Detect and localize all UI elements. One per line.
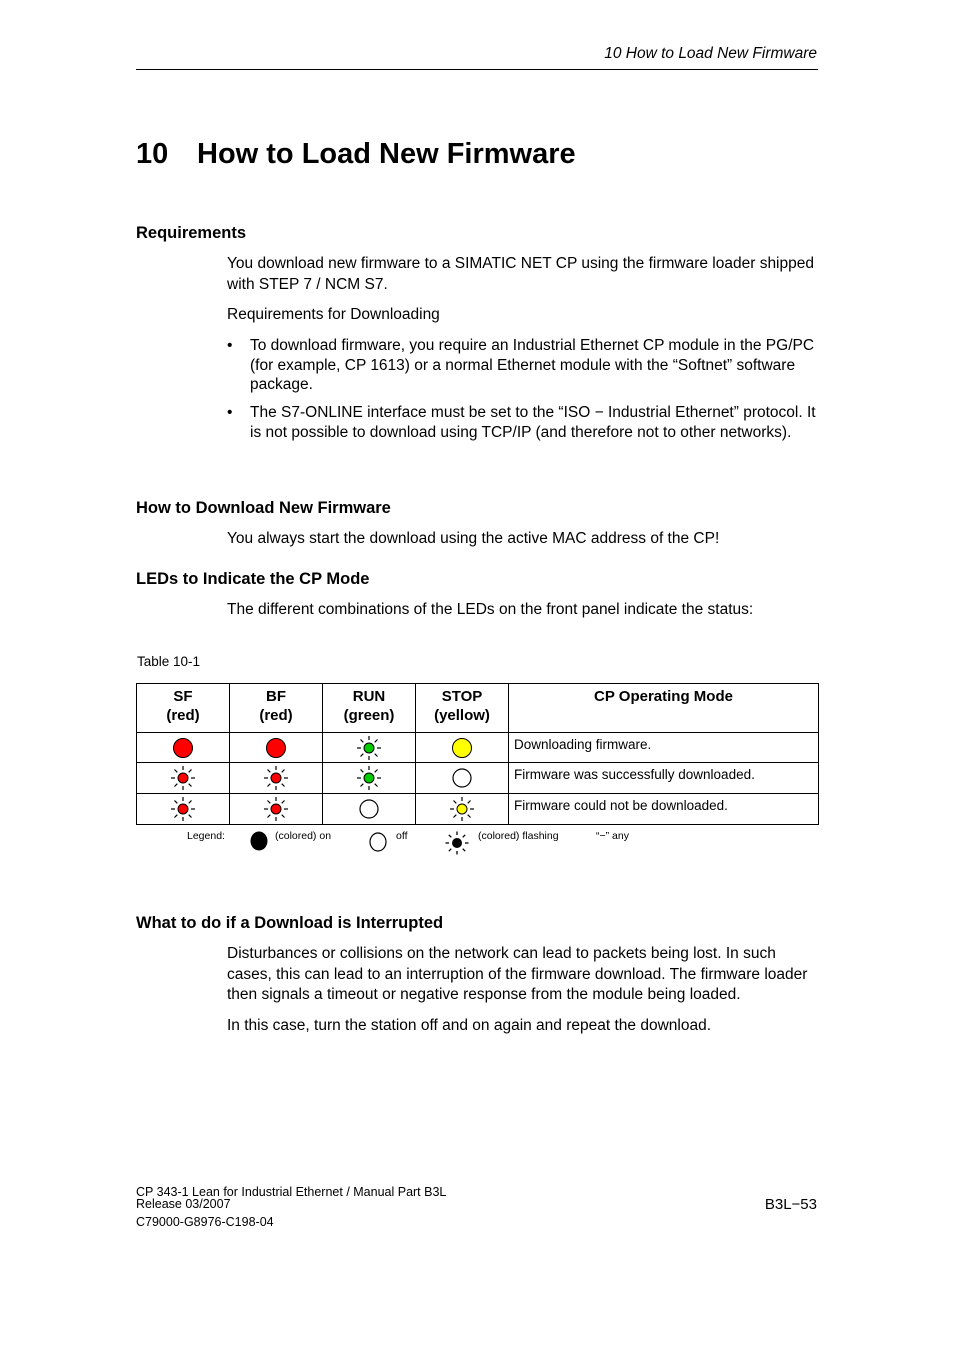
requirements-heading: Requirements [136,224,247,242]
legend-flashing-icon [445,831,469,855]
led-cell-run [323,733,416,763]
footer-order-number: C79000-G8976-C198-04 [136,1215,274,1229]
leds-heading: LEDs to Indicate the CP Mode [136,570,370,588]
header-run: RUN (green) [323,684,416,733]
legend-off-icon [368,831,388,853]
mode-cell: Firmware was successfully downloaded. [509,763,819,794]
led-bf-on-icon [263,735,289,761]
led-bf-flashing-icon [263,765,289,791]
legend-on-icon [249,830,269,852]
legend-any-text: “−” any [596,830,629,842]
requirements-bullet-1 [227,336,819,395]
led-stop-off-icon [449,765,475,791]
mode-cell: Firmware could not be downloaded. [509,794,819,825]
led-cell-bf [230,733,323,763]
header-sf: SF (red) [137,684,230,733]
table-row [137,794,819,825]
led-cell-run [323,794,416,825]
requirements-para-1: You download new firmware to a SIMATIC NET CP using the firmware loader shipped with STEP 7 / NCM S7. [227,255,814,293]
led-cell-sf [137,794,230,825]
led-cell-stop [416,733,509,763]
leds-para: The different combinations of the LEDs on the front panel indicate the status: [227,601,754,618]
interrupted-heading: What to do if a Download is Interrupted [136,914,444,932]
header-bf: BF (red) [230,684,323,733]
led-cell-sf [137,763,230,794]
legend-label: Legend: [187,830,225,842]
bullet-symbol: • [227,337,233,354]
chapter-title [136,138,576,171]
running-header: 10 How to Load New Firmware [604,45,817,62]
footer-release: Release 03/2007 [136,1197,231,1211]
led-cell-sf [137,733,230,763]
page-number: B3L−53 [764,1196,817,1213]
led-cell-stop [416,794,509,825]
interrupted-para-2: In this case, turn the station off and on again and repeat the download. [227,1017,712,1034]
bullet-text: To download firmware, you require an Industrial Ethernet CP module in the PG/PC (for example, CP 1613) or a normal Ethernet module with the “Softnet” software package. [250,337,815,393]
led-sf-on-icon [170,735,196,761]
legend-off-text: off [396,830,408,842]
mode-cell: Downloading firmware. [509,733,819,763]
led-status-table [136,683,819,825]
table-caption: Table 10-1 [137,654,201,669]
download-heading: How to Download New Firmware [136,499,391,517]
led-cell-bf [230,763,323,794]
legend-flashing-text: (colored) flashing [478,830,559,842]
led-stop-flashing-icon [449,796,475,822]
led-run-off-icon [356,796,382,822]
interrupted-para-1: Disturbances or collisions on the network can lead to packets being lost. In such cases, this can lead to an interruption of the firmware download. The firmware loader then signals a timeout or negative response from the module being loaded. [227,945,808,1003]
led-cell-stop [416,763,509,794]
download-para: You always start the download using the active MAC address of the CP! [227,530,720,547]
led-sf-flashing-icon [170,765,196,791]
led-stop-on-icon [449,735,475,761]
header-mode: CP Operating Mode [509,684,819,733]
chapter-title-text: How to Load New Firmware [197,138,576,170]
requirements-para-2: Requirements for Downloading [227,306,440,323]
led-run-flashing-icon [356,735,382,761]
led-cell-run [323,763,416,794]
chapter-number: 10 [136,138,169,170]
requirements-bullet-2 [227,403,819,442]
footer-manual-title: CP 343-1 Lean for Industrial Ethernet / Manual Part B3L [136,1185,447,1199]
bullet-text: The S7-ONLINE interface must be set to the “ISO − Industrial Ethernet” protocol. It is not possible to download using TCP/IP (and therefore not to other networks). [250,404,816,441]
led-cell-bf [230,794,323,825]
header-stop: STOP (yellow) [416,684,509,733]
table-row [137,763,819,794]
table-row [137,733,819,763]
led-run-flashing-icon [356,765,382,791]
table-header-row [137,684,819,733]
header-rule [136,69,818,70]
led-bf-flashing-icon [263,796,289,822]
bullet-symbol: • [227,404,233,421]
legend-on-text: (colored) on [275,830,332,842]
led-sf-flashing-icon [170,796,196,822]
